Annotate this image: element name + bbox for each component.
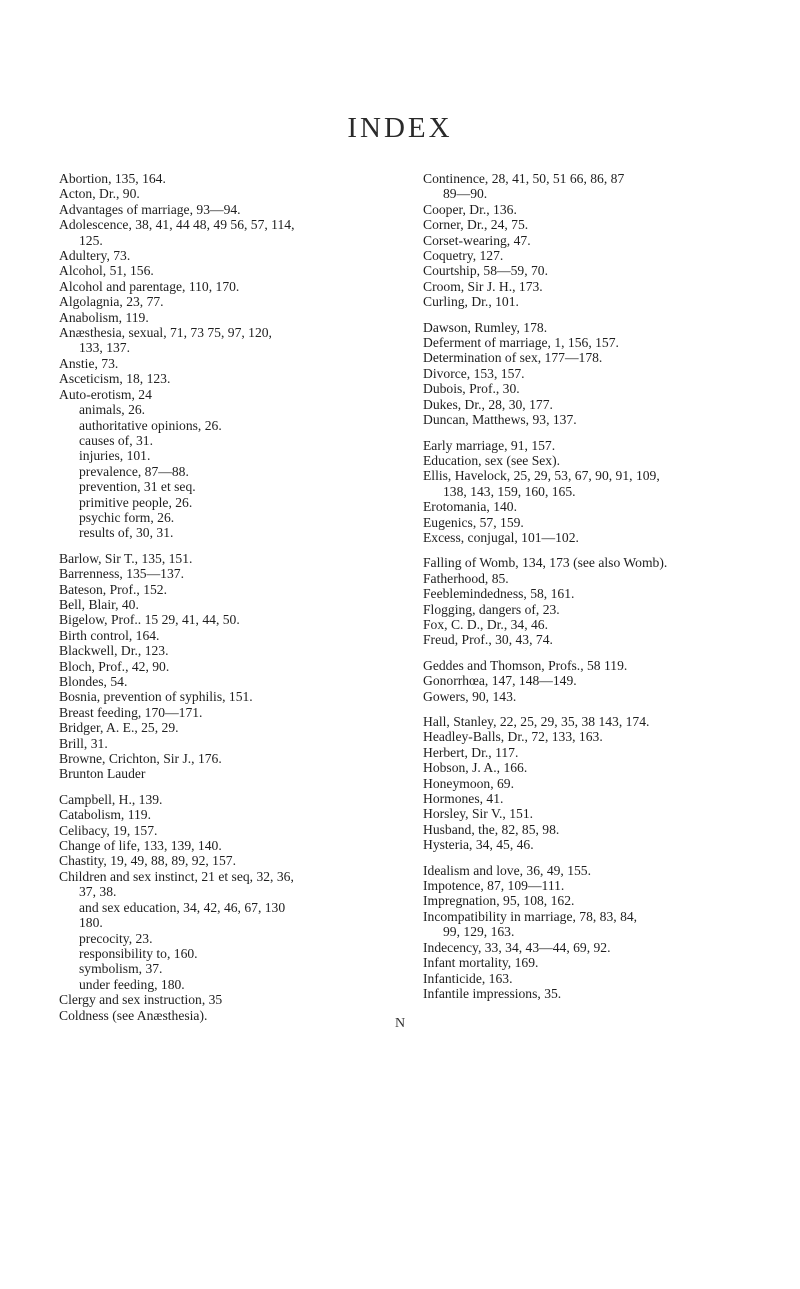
index-entry: Bell, Blair, 40. — [59, 596, 139, 612]
index-entry: Determination of sex, 177—178. — [423, 350, 603, 366]
index-subentry: responsibility to, 160. — [79, 945, 198, 961]
index-entry: Flogging, dangers of, 23. — [423, 601, 560, 617]
index-entry: Catabolism, 119. — [59, 807, 152, 823]
index-entry: Bigelow, Prof.. 15 29, 41, 44, 50. — [59, 612, 240, 628]
index-entry: Corner, Dr., 24, 75. — [423, 217, 529, 233]
index-entry: Honeymoon, 69. — [423, 775, 514, 791]
index-entry: Dubois, Prof., 30. — [423, 381, 520, 397]
index-entry: Gonorrhœa, 147, 148—149. — [423, 673, 577, 689]
index-entry: Gowers, 90, 143. — [423, 688, 517, 704]
index-entry: Feeblemindedness, 58, 161. — [423, 586, 575, 602]
index-subentry: results of, 30, 31. — [79, 525, 174, 541]
index-entry: Bridger, A. E., 25, 29. — [59, 720, 179, 736]
index-entry: Geddes and Thomson, Profs., 58 119. — [423, 657, 628, 673]
index-entry: Blackwell, Dr., 123. — [59, 643, 169, 659]
index-entry: 138, 143, 159, 160, 165. — [443, 483, 576, 499]
index-entry: Deferment of marriage, 1, 156, 157. — [423, 335, 619, 351]
index-entry: Infantile impressions, 35. — [423, 985, 562, 1001]
index-entry: Campbell, H., 139. — [59, 791, 163, 807]
index-entry: Erotomania, 140. — [423, 499, 518, 515]
index-entry: Asceticism, 18, 123. — [59, 371, 171, 387]
index-subentry: primitive people, 26. — [79, 494, 193, 510]
index-entry: Hormones, 41. — [423, 791, 504, 807]
index-entry: Continence, 28, 41, 50, 51 66, 86, 87 — [423, 171, 625, 186]
index-entry: 37, 38. — [79, 884, 117, 900]
index-entry: Ellis, Havelock, 25, 29, 53, 67, 90, 91, 109, — [423, 468, 660, 484]
index-entry: Dawson, Rumley, 178. — [423, 319, 548, 335]
index-column-right — [423, 171, 763, 1011]
index-entry: Change of life, 133, 139, 140. — [59, 838, 222, 854]
index-entry: Alcohol and parentage, 110, 170. — [59, 278, 240, 294]
index-entry: Coldness (see Anæsthesia). — [59, 1007, 208, 1023]
index-entry: Impregnation, 95, 108, 162. — [423, 893, 575, 909]
index-subentry: psychic form, 26. — [79, 509, 175, 525]
index-entry: Freud, Prof., 30, 43, 74. — [423, 632, 553, 648]
index-subentry: 180. — [79, 915, 103, 931]
index-entry: Infanticide, 163. — [423, 970, 513, 986]
index-subentry: prevalence, 87—88. — [79, 463, 189, 479]
index-entry: Dukes, Dr., 28, 30, 177. — [423, 396, 553, 412]
index-entry: Curling, Dr., 101. — [423, 294, 519, 310]
index-entry: Brunton Lauder — [59, 766, 146, 782]
index-group — [59, 171, 399, 541]
index-entry: Husband, the, 82, 85, 98. — [423, 821, 560, 837]
index-group — [423, 555, 763, 647]
index-entry: Blondes, 54. — [59, 674, 128, 689]
index-entry: Courtship, 58—59, 70. — [423, 263, 548, 279]
index-entry: Birth control, 164. — [59, 627, 160, 643]
index-group — [423, 320, 763, 428]
index-entry: Infant mortality, 169. — [423, 955, 539, 971]
index-entry: Brill, 31. — [59, 735, 108, 751]
index-subentry: under feeding, 180. — [79, 976, 185, 992]
index-entry: Horsley, Sir V., 151. — [423, 806, 534, 822]
index-entry: Auto-erotism, 24 — [59, 386, 152, 402]
index-entry: Herbert, Dr., 117. — [423, 744, 519, 760]
index-entry: Hysteria, 34, 45, 46. — [423, 837, 534, 853]
index-subentry: prevention, 31 et seq. — [79, 479, 196, 495]
index-entry: Indecency, 33, 34, 43—44, 69, 92. — [423, 939, 611, 955]
index-entry: Adolescence, 38, 41, 44 48, 49 56, 57, 114, — [59, 217, 295, 233]
index-entry: Bateson, Prof., 152. — [59, 581, 167, 597]
index-entry: Algolagnia, 23, 77. — [59, 294, 164, 310]
index-entry: Divorce, 153, 157. — [423, 365, 525, 381]
index-group — [59, 792, 399, 1023]
index-entry: Croom, Sir J. H., 173. — [423, 278, 543, 294]
index-entry: Breast feeding, 170—171. — [59, 704, 203, 720]
index-entry: 125. — [79, 232, 103, 248]
index-entry: 89—90. — [443, 186, 488, 202]
index-entry: Fatherhood, 85. — [423, 570, 509, 586]
index-entry: Barlow, Sir T., 135, 151. — [59, 550, 193, 566]
index-entry: Falling of Womb, 134, 173 (see also Womb). — [423, 555, 668, 571]
index-entry: Coquetry, 127. — [423, 248, 504, 264]
index-entry: Anstie, 73. — [59, 355, 119, 371]
index-group — [423, 863, 763, 1002]
index-subentry: causes of, 31. — [79, 432, 153, 448]
index-subentry: precocity, 23. — [79, 930, 153, 946]
index-entry: Celibacy, 19, 157. — [59, 822, 158, 838]
index-entry: Hall, Stanley, 22, 25, 29, 35, 38 143, 174. — [423, 714, 650, 729]
index-group — [59, 551, 399, 782]
index-entry: Early marriage, 91, 157. — [423, 437, 556, 453]
index-entry: Chastity, 19, 49, 88, 89, 92, 157. — [59, 853, 236, 869]
index-subentry: symbolism, 37. — [79, 961, 163, 977]
index-entry: Abortion, 135, 164. — [59, 171, 166, 186]
index-entry: Education, sex (see Sex). — [423, 452, 561, 468]
index-group — [423, 438, 763, 546]
index-column-left — [59, 171, 399, 1033]
index-entry: Bloch, Prof., 42, 90. — [59, 658, 170, 674]
index-entry: Incompatibility in marriage, 78, 83, 84, — [423, 908, 638, 924]
index-entry: Impotence, 87, 109—111. — [423, 878, 565, 894]
index-subentry: animals, 26. — [79, 402, 146, 418]
index-entry: Duncan, Matthews, 93, 137. — [423, 412, 577, 428]
index-entry: Bosnia, prevention of syphilis, 151. — [59, 689, 253, 705]
index-entry: Cooper, Dr., 136. — [423, 201, 517, 217]
index-entry: Hobson, J. A., 166. — [423, 760, 528, 776]
signature-mark: N — [394, 1016, 406, 1031]
index-entry: Adultery, 73. — [59, 248, 131, 264]
index-entry: Anabolism, 119. — [59, 309, 149, 325]
index-entry: Alcohol, 51, 156. — [59, 263, 154, 279]
index-entry: Corset-wearing, 47. — [423, 232, 531, 248]
index-group — [423, 658, 763, 704]
index-entry: Barrenness, 135—137. — [59, 566, 184, 582]
index-group — [423, 171, 763, 310]
index-subentry: injuries, 101. — [79, 448, 151, 464]
index-subentry: and sex education, 34, 42, 46, 67, 130 — [79, 899, 286, 915]
index-entry: Acton, Dr., 90. — [59, 186, 140, 202]
index-entry: Excess, conjugal, 101—102. — [423, 529, 579, 545]
index-entry: 133, 137. — [79, 340, 130, 356]
index-subentry: authoritative opinions, 26. — [79, 417, 222, 433]
index-entry: Clergy and sex instruction, 35 — [59, 992, 223, 1008]
index-entry: Children and sex instinct, 21 et seq, 32, 36, — [59, 868, 294, 884]
index-entry: Idealism and love, 36, 49, 155. — [423, 862, 592, 878]
page-title: INDEX — [347, 112, 453, 144]
index-group — [423, 714, 763, 853]
index-entry: Fox, C. D., Dr., 34, 46. — [423, 616, 548, 632]
index-entry: Eugenics, 57, 159. — [423, 514, 524, 530]
index-entry: 99, 129, 163. — [443, 924, 515, 940]
index-entry: Headley-Balls, Dr., 72, 133, 163. — [423, 729, 603, 745]
index-entry: Browne, Crichton, Sir J., 176. — [59, 751, 222, 767]
index-entry: Anæsthesia, sexual, 71, 73 75, 97, 120, — [59, 325, 272, 341]
index-entry: Advantages of marriage, 93—94. — [59, 201, 241, 217]
